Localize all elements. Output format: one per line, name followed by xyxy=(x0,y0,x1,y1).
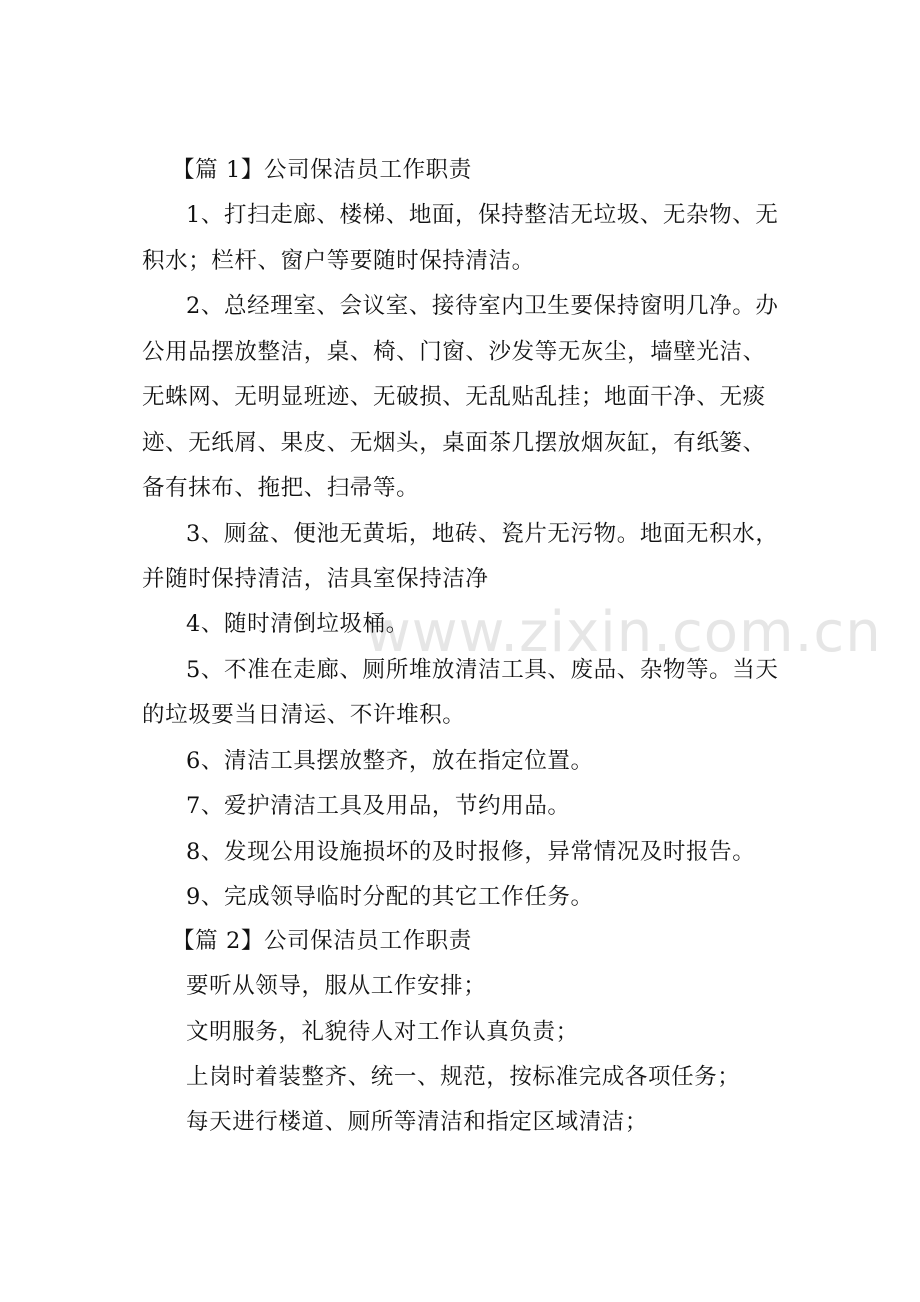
duty-item-1-continuation: 积水；栏杆、窗户等要随时保持清洁。 xyxy=(142,248,535,274)
duty-item-6: 6、清洁工具摆放整齐，放在指定位置。 xyxy=(186,748,594,774)
duty-item-2-continuation: 公用品摆放整洁，桌、椅、门窗、沙发等无灰尘，墙壁光洁、 xyxy=(142,339,766,365)
duty-item-s2-2: 文明服务，礼貌待人对工作认真负责； xyxy=(186,1019,579,1045)
duty-item-5: 5、不准在走廊、厕所堆放清洁工具、废品、杂物等。当天 xyxy=(186,657,779,683)
duty-item-1: 1、打扫走廊、楼梯、地面，保持整洁无垃圾、无杂物、无 xyxy=(186,202,779,228)
duty-item-2-continuation: 无蛛网、无明显班迹、无破损、无乱贴乱挂；地面干净、无痰 xyxy=(142,384,766,410)
duty-item-7: 7、爱护清洁工具及用品，节约用品。 xyxy=(186,793,571,819)
section-heading-2: 【篇 2】公司保洁员工作职责 xyxy=(172,928,472,954)
duty-item-3: 3、厕盆、便池无黄垢，地砖、瓷片无污物。地面无积水， xyxy=(186,521,779,547)
duty-item-s2-3: 上岗时着装整齐、统一、规范，按标准完成各项任务； xyxy=(186,1064,741,1090)
duty-item-8: 8、发现公用设施损坏的及时报修，异常情况及时报告。 xyxy=(186,839,756,865)
duty-item-2: 2、总经理室、会议室、接待室内卫生要保持窗明几净。办 xyxy=(186,293,779,319)
watermark: www.zixin.com.cn xyxy=(365,600,882,665)
duty-item-s2-4: 每天进行楼道、厕所等清洁和指定区域清洁； xyxy=(186,1109,649,1135)
duty-item-3-continuation: 并随时保持清洁，洁具室保持洁净 xyxy=(142,566,489,592)
duty-item-2-continuation: 迹、无纸屑、果皮、无烟头，桌面茶几摆放烟灰缸，有纸篓、 xyxy=(142,430,766,456)
section-heading-1: 【篇 1】公司保洁员工作职责 xyxy=(172,157,472,183)
duty-item-5-continuation: 的垃圾要当日清运、不许堆积。 xyxy=(142,702,466,728)
duty-item-s2-1: 要听从领导，服从工作安排； xyxy=(186,973,487,999)
duty-item-2-continuation: 备有抹布、拖把、扫帚等。 xyxy=(142,475,420,501)
duty-item-9: 9、完成领导临时分配的其它工作任务。 xyxy=(186,884,594,910)
duty-item-4: 4、随时清倒垃圾桶。 xyxy=(186,611,409,637)
